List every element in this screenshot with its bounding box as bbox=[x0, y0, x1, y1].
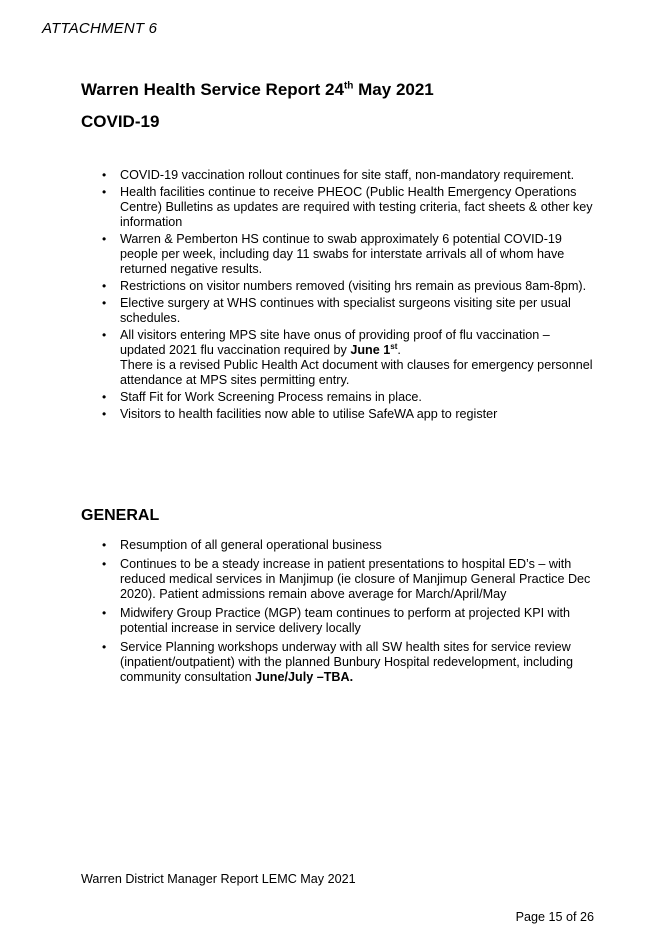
covid-list bbox=[98, 168, 598, 424]
bullet-icon: • bbox=[102, 232, 107, 246]
list-item: • Warren & Pemberton HS continue to swab approximately 6 potential COVID-19 people per week, including day 11 swabs for interstate arrivals all of whom have returned negative results. bbox=[102, 232, 565, 276]
list-item: • COVID-19 vaccination rollout continues for site staff, non-mandatory requirement. bbox=[102, 168, 575, 182]
covid-heading: COVID-19 bbox=[81, 112, 160, 131]
bullet-icon: • bbox=[102, 279, 107, 293]
list-item: • All visitors entering MPS site have onus of providing proof of flu vaccination – updated 2021 flu vaccination required by June 1st. There is a revised Public Health Act document with clauses for emergency personnel attendance at MPS sites permitting entry. bbox=[98, 328, 598, 388]
general-heading: GENERAL bbox=[81, 507, 160, 524]
list-item: • Continues to be a steady increase in patient presentations to hospital ED’s – with reduced medical services in Manjimup (ie closure of Manjimup General Practice Dec 2020). Patient admissions remain above average for March/April/May bbox=[102, 557, 591, 601]
list-item: • Visitors to health facilities now able to utilise SafeWA app to register bbox=[102, 407, 498, 421]
list-item: • Service Planning workshops underway with all SW health sites for service review (inpatient/outpatient) with the planned Bunbury Hospital redevelopment, including community consultation June/July –TBA. bbox=[102, 640, 573, 684]
bullet-icon: • bbox=[102, 640, 107, 654]
page-number: Page 15 of 26 bbox=[515, 910, 594, 924]
list-item: • Restrictions on visitor numbers removed (visiting hrs remain as previous 8am-8pm). bbox=[102, 279, 587, 293]
bullet-icon: • bbox=[102, 606, 107, 620]
bullet-icon: • bbox=[102, 390, 107, 404]
list-item: • Resumption of all general operational business bbox=[102, 538, 382, 552]
footer-report-name: Warren District Manager Report LEMC May 2021 bbox=[81, 872, 356, 886]
bullet-icon: • bbox=[102, 296, 107, 310]
bullet-icon: • bbox=[102, 168, 107, 182]
list-item: • Health facilities continue to receive PHEOC (Public Health Emergency Operations Centre) Bulletins as updates are required with testing criteria, fact sheets & other key information bbox=[102, 185, 593, 229]
report-title: Warren Health Service Report 24th May 2021 bbox=[81, 80, 434, 99]
list-item: • Elective surgery at WHS continues with specialist surgeons visiting site per usual schedules. bbox=[102, 296, 571, 325]
bullet-icon: • bbox=[102, 185, 107, 199]
list-item: • Midwifery Group Practice (MGP) team continues to perform at projected KPI with potential increase in service delivery locally bbox=[102, 606, 571, 635]
bullet-icon: • bbox=[102, 328, 107, 342]
bullet-icon: • bbox=[102, 557, 107, 571]
attachment-label: ATTACHMENT 6 bbox=[42, 20, 158, 37]
list-item-note: There is a revised Public Health Act document with clauses for emergency personnel attendance at MPS sites permitting entry. bbox=[120, 358, 593, 387]
bullet-icon: • bbox=[102, 538, 107, 552]
general-list bbox=[98, 538, 598, 689]
bullet-icon: • bbox=[102, 407, 107, 421]
list-item: • Staff Fit for Work Screening Process remains in place. bbox=[102, 390, 422, 404]
